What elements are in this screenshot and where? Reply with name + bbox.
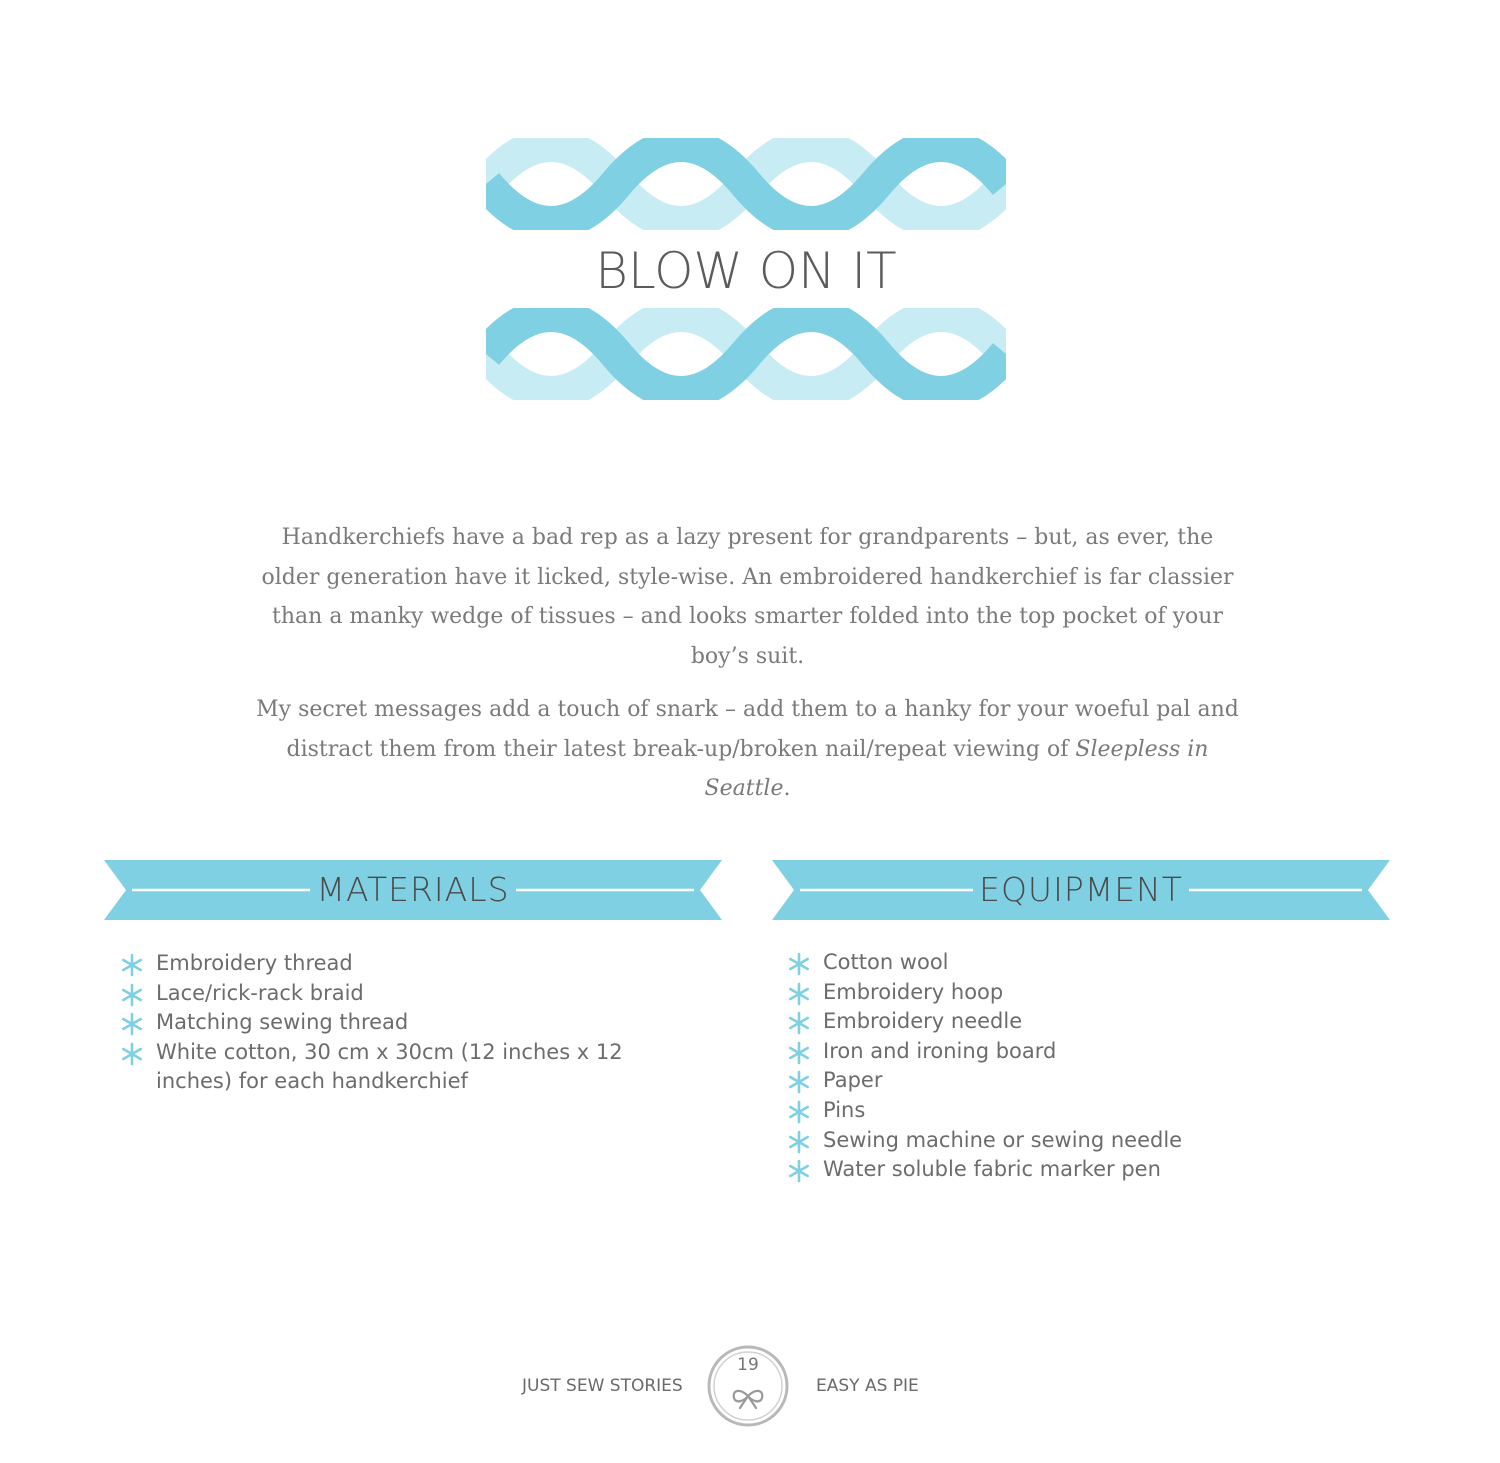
list-item <box>120 1038 680 1097</box>
asterisk-star-icon <box>120 1012 144 1036</box>
asterisk-star-icon <box>120 1042 144 1066</box>
materials-list <box>120 949 680 1097</box>
asterisk-star-icon <box>787 1130 811 1154</box>
list-item-label: White cotton, 30 cm x 30cm (12 inches x 12 inches) for each handkerchief <box>156 1039 623 1094</box>
list-item-label: Embroidery needle <box>823 1009 1023 1034</box>
list-item <box>787 1155 1347 1185</box>
materials-header: MATERIALS <box>310 870 515 909</box>
list-item-label: Water soluble fabric marker pen <box>823 1157 1161 1182</box>
page-title: BLOW ON IT <box>595 242 897 300</box>
list-item-label: Sewing machine or sewing needle <box>823 1127 1183 1152</box>
list-item <box>787 1007 1347 1037</box>
footer-book-title: JUST SEW STORIES <box>522 1376 683 1396</box>
list-item-label: Paper <box>823 1068 883 1093</box>
list-item-label: Embroidery thread <box>156 951 353 975</box>
list-item <box>787 1037 1347 1067</box>
asterisk-star-icon <box>787 1041 811 1065</box>
asterisk-star-icon <box>787 1070 811 1094</box>
asterisk-star-icon <box>787 1100 811 1124</box>
equipment-header: EQUIPMENT <box>973 870 1189 909</box>
list-item-label: Pins <box>823 1097 866 1122</box>
list-item-label: Iron and ironing board <box>823 1038 1057 1063</box>
intro-paragraph-2-text: My secret messages add a touch of snark – add them to a hanky for your woeful pal and distract them from their latest break-up/broken nail/repeat viewing of <box>256 697 1239 762</box>
list-item <box>787 1096 1347 1126</box>
title-block <box>486 138 1006 400</box>
film-title: Sleepless in Seattle <box>704 736 1209 801</box>
asterisk-star-icon <box>787 1159 811 1183</box>
list-item <box>120 979 680 1009</box>
asterisk-star-icon <box>120 983 144 1007</box>
asterisk-star-icon <box>787 952 811 976</box>
asterisk-star-icon <box>120 953 144 977</box>
materials-ribbon <box>104 860 722 920</box>
list-item-label: Embroidery hoop <box>823 979 1004 1004</box>
list-item <box>120 949 680 979</box>
list-item <box>787 1126 1347 1156</box>
intro-paragraph-2-end: . <box>783 776 791 801</box>
list-item-label: Matching sewing thread <box>156 1010 409 1035</box>
list-item-label: Lace/rick-rack braid <box>156 980 364 1005</box>
equipment-list <box>787 948 1347 1185</box>
page-number: 19 <box>737 1355 759 1375</box>
list-item <box>120 1008 680 1038</box>
list-item <box>787 978 1347 1008</box>
bottom-wave-decoration <box>486 308 1006 400</box>
list-item-label: Cotton wool <box>823 950 949 974</box>
list-item <box>787 1066 1347 1096</box>
list-item <box>787 948 1347 978</box>
asterisk-star-icon <box>787 982 811 1006</box>
intro-paragraph-2 <box>250 690 1245 809</box>
asterisk-star-icon <box>787 1011 811 1035</box>
intro-text <box>250 518 1245 823</box>
footer-chapter-title: EASY AS PIE <box>816 1376 919 1396</box>
intro-paragraph-1: Handkerchiefs have a bad rep as a lazy present for grandparents – but, as ever, the older generation have it licked, style-wise. An embroidered handkerchief is far classier than a manky wedge of tissues – and looks smarter folded into the top pocket of your boy’s suit. <box>261 525 1234 669</box>
top-wave-decoration <box>486 138 1006 230</box>
equipment-ribbon <box>772 860 1390 920</box>
